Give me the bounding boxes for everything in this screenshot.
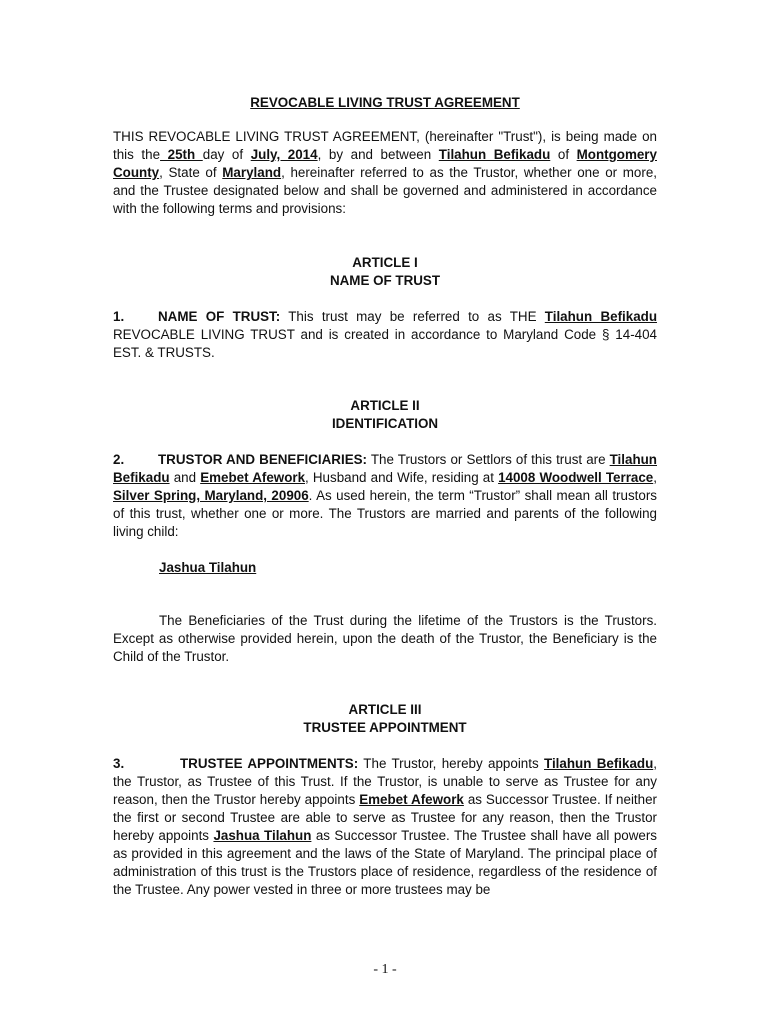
successor-trustee-name: Jashua Tilahun bbox=[213, 828, 312, 843]
article-3-paragraph bbox=[113, 755, 657, 899]
trust-name: Tilahun Befikadu bbox=[544, 309, 657, 324]
county-name: Montgomery County bbox=[113, 147, 657, 180]
article-1-subheading: NAME OF TRUST bbox=[329, 273, 441, 288]
state-name: Maryland bbox=[222, 165, 282, 180]
section-number: 3. bbox=[113, 756, 125, 771]
child-name: Jashua Tilahun bbox=[159, 560, 257, 575]
section-text: as Successor Trustee. If neither the first or second Trustee are able to serve as Trustee for any reason, then the Trustor hereby appoints bbox=[113, 792, 657, 843]
trust-date: July, 2014 bbox=[250, 147, 318, 162]
beneficiaries-paragraph bbox=[113, 612, 657, 666]
article-2-paragraph bbox=[113, 451, 657, 541]
section-text: as Successor Trustee. The Trustee shall have all powers as provided in this agreement and the laws of the State of Maryland. The principal place of administration of this trust is the Trustors place of residence, regardless of the residence of the Trustee. Any power vested in three or more trustees may be bbox=[113, 828, 657, 897]
successor-trustee-name: Emebet Afework bbox=[359, 792, 464, 807]
beneficiaries-text: The Beneficiaries of the Trust during the lifetime of the Trustors is the Trustors. Except as otherwise provided herein, upon the death of the Trustor, the Beneficiary is the Child of the Trustor. bbox=[113, 613, 657, 664]
intro-text: , State of bbox=[159, 165, 217, 180]
section-text: The Trustors or Settlors of this trust are bbox=[367, 452, 610, 467]
section-label: NAME OF TRUST: bbox=[158, 309, 281, 324]
intro-text: of bbox=[550, 147, 577, 162]
trust-day: 25th bbox=[160, 147, 203, 162]
intro-paragraph bbox=[113, 128, 657, 218]
article-2-subheading: IDENTIFICATION bbox=[331, 416, 439, 431]
intro-text: day of bbox=[202, 147, 244, 162]
section-text: The Trustor, hereby appoints bbox=[358, 756, 545, 771]
section-text: , Husband and Wife, residing at bbox=[305, 470, 499, 485]
child-name-line bbox=[159, 559, 657, 577]
city-state-zip: Silver Spring, Maryland, 20906 bbox=[113, 488, 309, 503]
page-number: - 1 - bbox=[373, 962, 397, 977]
section-label: TRUSTOR AND BENEFICIARIES: bbox=[158, 452, 368, 467]
intro-text: , hereinafter referred to as the Trustor, whether one or more, and the Trustee designated below and shall be governed and administered in accordance with the following terms and provisions: bbox=[113, 165, 657, 216]
trustor-name: Emebet Afework bbox=[200, 470, 306, 485]
intro-text: THIS REVOCABLE LIVING TRUST AGREEMENT, (hereinafter "Trust"), is being made on this the bbox=[113, 129, 657, 162]
section-text: , the Trustor, as Trustee of this Trust. If the Trustor, is unable to serve as Trustee for any reason, then the Trustor hereby appoints bbox=[113, 756, 658, 807]
intro-text: , by and between bbox=[317, 147, 432, 162]
article-3-subheading: TRUSTEE APPOINTMENT bbox=[303, 720, 467, 735]
section-number: 1. bbox=[113, 309, 125, 324]
street-address: 14008 Woodwell Terrace bbox=[498, 470, 654, 485]
article-3-heading: ARTICLE III bbox=[348, 702, 422, 717]
trustee-name: Tilahun Befikadu bbox=[544, 756, 654, 771]
section-text: and bbox=[169, 470, 201, 485]
article-1-paragraph bbox=[113, 308, 657, 362]
section-text: This trust may be referred to as THE bbox=[280, 309, 545, 324]
trustor-name: Tilahun Befikadu bbox=[113, 452, 657, 485]
section-text: . As used herein, the term “Trustor” shall mean all trustors of this trust, whether one or more. The Trustors are married and parents of the following living child: bbox=[113, 488, 657, 539]
trustor-name: Tilahun Befikadu bbox=[438, 147, 551, 162]
article-1-heading: ARTICLE I bbox=[352, 255, 418, 270]
section-text: REVOCABLE LIVING TRUST and is created in accordance to Maryland Code § 14-404 EST. & TRUSTS. bbox=[113, 327, 657, 360]
section-label: TRUSTEE APPOINTMENTS: bbox=[180, 756, 359, 771]
document-title: REVOCABLE LIVING TRUST AGREEMENT bbox=[250, 95, 520, 110]
section-number: 2. bbox=[113, 452, 125, 467]
article-2-heading: ARTICLE II bbox=[350, 398, 420, 413]
section-text: , bbox=[653, 470, 657, 485]
